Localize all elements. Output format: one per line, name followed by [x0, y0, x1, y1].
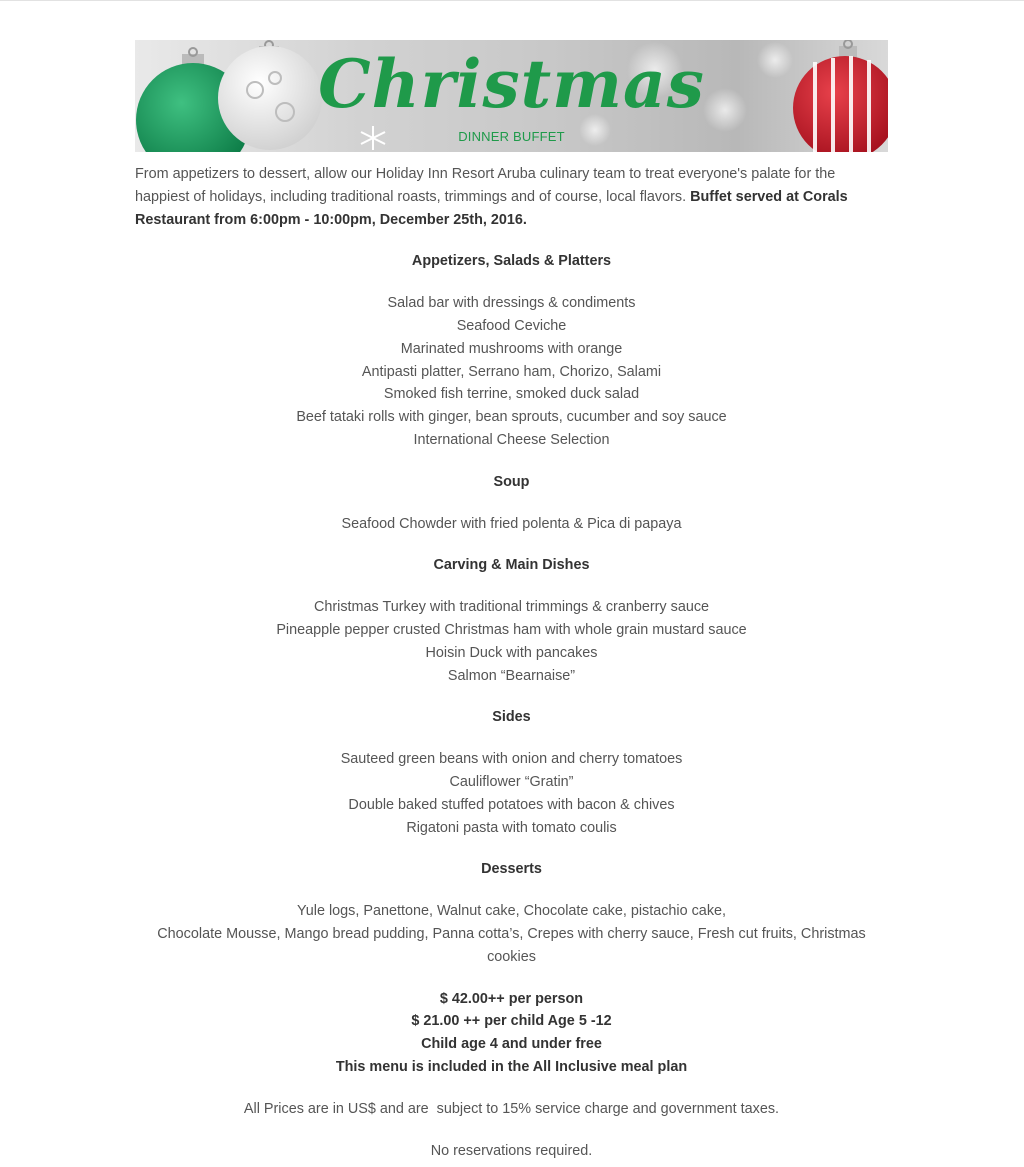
menu-item: Seafood Chowder with fried polenta & Pica di papaya	[341, 515, 682, 532]
section-heading: Sides	[492, 709, 531, 726]
intro-text: From appetizers to dessert, allow our Holiday Inn Resort Aruba culinary team to treat everyone's palate for the happiest of holidays, including traditional roasts, trimmings and of course, local flavors.	[135, 166, 836, 205]
menu-section-carving	[135, 554, 888, 687]
menu-section-sides	[135, 706, 888, 839]
price-free-child: Child age 4 and under free	[421, 1036, 602, 1053]
menu-page	[135, 40, 888, 1162]
menu-item: Double baked stuffed potatoes with bacon & chives	[348, 796, 675, 813]
menu-item: Salad bar with dressings & condiments	[387, 295, 636, 312]
section-heading: Carving & Main Dishes	[433, 557, 590, 574]
pricing-block	[135, 988, 888, 1079]
top-divider	[0, 0, 1024, 1]
menu-item: Christmas Turkey with traditional trimmings & cranberry sauce	[313, 599, 710, 616]
menu-item: International Cheese Selection	[413, 431, 610, 448]
all-inclusive-note: This menu is included in the All Inclusive meal plan	[335, 1058, 688, 1075]
menu-item: Cauliflower “Gratin”	[449, 773, 574, 790]
banner-title: Christmas	[318, 45, 705, 123]
menu-item: Sauteed green beans with onion and cherry tomatoes	[340, 751, 683, 768]
section-heading: Appetizers, Salads & Platters	[411, 253, 612, 270]
menu-item: Smoked fish terrine, smoked duck salad	[383, 386, 640, 403]
banner-subtitle: DINNER BUFFET	[458, 129, 565, 144]
menu-section-desserts	[135, 858, 888, 968]
menu-item: Salmon “Bearnaise”	[447, 667, 576, 684]
menu-item: Hoisin Duck with pancakes	[425, 644, 598, 661]
intro-schedule: Buffet served at Corals Restaurant from 6:00pm - 10:00pm, December 25th, 2016.	[135, 188, 848, 228]
menu-item: Chocolate Mousse, Mango bread pudding, Panna cotta’s, Crepes with cherry sauce, Fresh cut fruits, Christmas cookies	[157, 925, 866, 965]
christmas-banner	[135, 40, 888, 152]
menu-item: Rigatoni pasta with tomato coulis	[406, 819, 617, 836]
menu-item: Antipasti platter, Serrano ham, Chorizo, Salami	[361, 363, 662, 380]
menu-section-soup	[135, 471, 888, 536]
price-child: $ 21.00 ++ per child Age 5 -12	[411, 1013, 612, 1030]
menu-section-appetizers	[135, 250, 888, 451]
reservations-note: No reservations required.	[430, 1142, 593, 1159]
section-heading: Soup	[493, 473, 530, 490]
menu-item: Yule logs, Panettone, Walnut cake, Chocolate cake, pistachio cake,	[296, 903, 727, 920]
taxes-note: All Prices are in US$ and are subject to 15% service charge and government taxes.	[243, 1100, 780, 1117]
menu-item: Beef tataki rolls with ginger, bean sprouts, cucumber and soy sauce	[296, 409, 727, 426]
menu-item: Pineapple pepper crusted Christmas ham with whole grain mustard sauce	[276, 621, 747, 638]
intro-paragraph	[135, 163, 888, 231]
section-heading: Desserts	[481, 861, 542, 878]
menu-item: Marinated mushrooms with orange	[400, 340, 623, 357]
menu-item: Seafood Ceviche	[456, 317, 567, 334]
price-adult: $ 42.00++ per person	[439, 990, 584, 1007]
